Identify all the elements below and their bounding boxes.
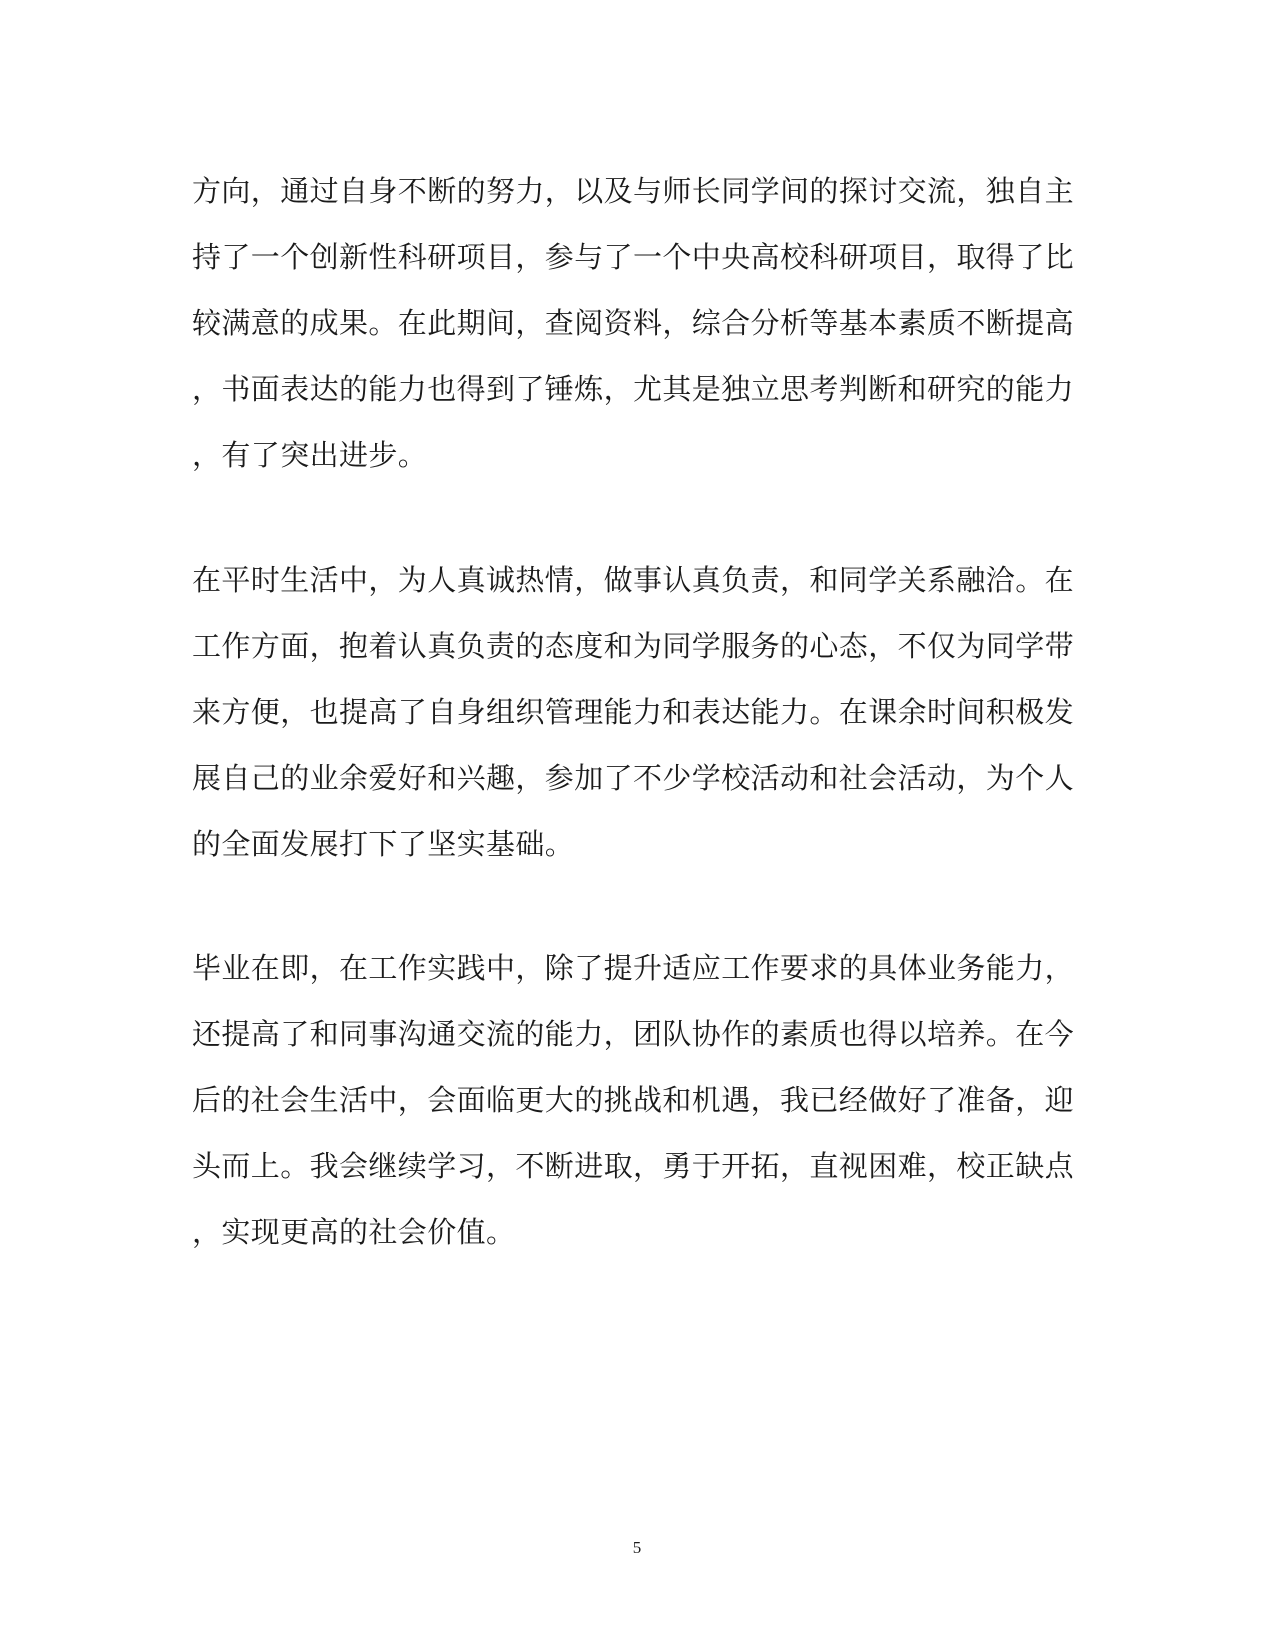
text-line: 后的社会生活中，会面临更大的挑战和机遇，我已经做好了准备，迎 <box>192 1083 1075 1117</box>
text-line: 较满意的成果。在此期间，查阅资料，综合分析等基本素质不断提高 <box>192 306 1075 340</box>
text-line: ，书面表达的能力也得到了锤炼，尤其是独立思考判断和研究的能力 <box>192 372 1075 406</box>
text-line: 方向，通过自身不断的努力，以及与师长同学间的探讨交流，独自主 <box>192 174 1075 208</box>
text-line: 持了一个创新性科研项目，参与了一个中央高校科研项目，取得了比 <box>192 240 1075 274</box>
text-line: ，有了突出进步。 <box>192 438 428 472</box>
text-line: 来方便，也提高了自身组织管理能力和表达能力。在课余时间积极发 <box>192 695 1075 729</box>
text-line: 在平时生活中，为人真诚热情，做事认真负责，和同学关系融洽。在 <box>192 563 1075 597</box>
text-line: 头而上。我会继续学习，不断进取，勇于开拓，直视困难，校正缺点 <box>192 1149 1075 1183</box>
text-line: 还提高了和同事沟通交流的能力，团队协作的素质也得以培养。在今 <box>192 1017 1075 1051</box>
text-line: 展自己的业余爱好和兴趣，参加了不少学校活动和社会活动，为个人 <box>192 761 1075 795</box>
paragraph-graduation <box>192 935 1092 1265</box>
paragraph-research <box>192 158 1092 488</box>
text-line: 的全面发展打下了坚实基础。 <box>192 827 575 861</box>
text-line: ，实现更高的社会价值。 <box>192 1215 516 1249</box>
paragraph-life <box>192 547 1092 877</box>
page-number: 5 <box>632 1538 642 1557</box>
text-line: 毕业在即，在工作实践中，除了提升适应工作要求的具体业务能力， <box>192 951 1075 985</box>
text-line: 工作方面，抱着认真负责的态度和为同学服务的心态，不仅为同学带 <box>192 629 1075 663</box>
